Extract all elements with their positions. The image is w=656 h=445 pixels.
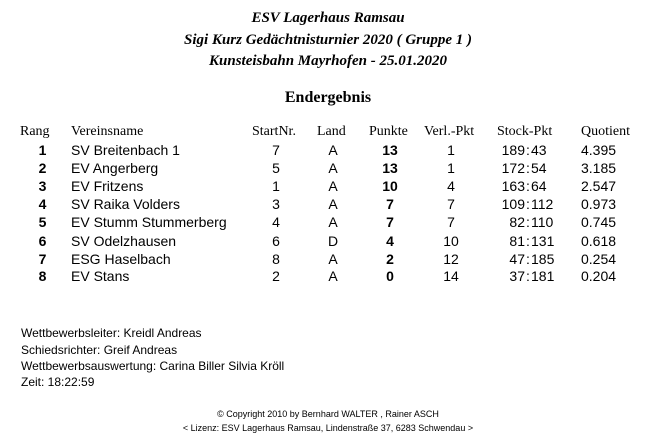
points: 0 <box>386 268 394 284</box>
points: 7 <box>386 214 394 230</box>
organizer-title: ESV Lagerhaus Ramsau <box>251 10 405 26</box>
start-number: 7 <box>272 142 280 158</box>
stock-separator: : <box>526 233 530 249</box>
table-row <box>0 213 656 231</box>
stock-separator: : <box>526 268 530 284</box>
country: A <box>328 142 338 158</box>
stock-against: 54 <box>531 160 547 176</box>
copyright: © Copyright 2010 by Bernhard WALTER , Rainer ASCH <box>217 409 439 419</box>
table-row <box>0 232 656 250</box>
quotient: 0.973 <box>581 196 617 212</box>
rank: 5 <box>38 214 47 230</box>
header-stock-pkt: Stock-Pkt <box>497 124 553 139</box>
country: A <box>328 160 338 176</box>
table-row <box>0 195 656 213</box>
club-name: ESG Haselbach <box>71 251 171 267</box>
rank: 3 <box>38 178 47 194</box>
license: < Lizenz: ESV Lagerhaus Ramsau, Lindenstraße 37, 6283 Schwendau > <box>182 423 474 433</box>
rank: 4 <box>38 196 47 212</box>
country: D <box>327 233 339 249</box>
header-quotient: Quotient <box>581 124 630 139</box>
rank: 7 <box>38 251 47 267</box>
country: A <box>328 268 338 284</box>
stock-for: 172 <box>501 160 525 176</box>
table-row <box>0 159 656 177</box>
points: 13 <box>382 160 398 176</box>
stock-against: 181 <box>531 268 555 284</box>
country: A <box>328 251 338 267</box>
club-name: SV Breitenbach 1 <box>71 142 180 158</box>
table-row <box>0 267 656 285</box>
club-name: SV Raika Volders <box>71 196 180 212</box>
start-number: 5 <box>272 160 280 176</box>
header-land: Land <box>317 124 346 139</box>
stock-separator: : <box>526 214 530 230</box>
stock-against: 112 <box>531 196 554 212</box>
venue-date: Kunsteisbahn Mayrhofen - 25.01.2020 <box>209 53 447 69</box>
lost-points: 1 <box>447 160 455 176</box>
result-heading: Endergebnis <box>284 89 372 106</box>
lost-points: 7 <box>447 196 455 212</box>
points: 10 <box>382 178 398 194</box>
lost-points: 10 <box>443 233 459 249</box>
club-name: EV Stumm Stummerberg <box>71 214 227 230</box>
stock-separator: : <box>526 178 530 194</box>
stock-against: 43 <box>531 142 547 158</box>
table-row <box>0 250 656 268</box>
lost-points: 12 <box>443 251 459 267</box>
stock-against: 110 <box>531 214 554 230</box>
competition-evaluation: Wettbewerbsauswertung: Carina Biller Silvia Kröll <box>21 359 285 373</box>
points: 2 <box>386 251 394 267</box>
stock-separator: : <box>526 196 530 212</box>
country: A <box>328 196 338 212</box>
lost-points: 4 <box>447 178 455 194</box>
quotient: 0.745 <box>581 214 617 230</box>
stock-separator: : <box>526 142 530 158</box>
points: 13 <box>382 142 398 158</box>
header-vereinsname: Vereinsname <box>71 124 144 139</box>
header-verl-pkt: Verl.-Pkt <box>424 124 475 139</box>
stock-for: 163 <box>501 178 525 194</box>
start-number: 2 <box>272 268 280 284</box>
stock-against: 185 <box>531 251 555 267</box>
stock-for: 189 <box>501 142 525 158</box>
tournament-title: Sigi Kurz Gedächtnisturnier 2020 ( Gruppe 1 ) <box>184 32 472 48</box>
club-name: SV Odelzhausen <box>71 233 177 249</box>
start-number: 6 <box>272 233 280 249</box>
header-rang: Rang <box>20 124 50 139</box>
points: 4 <box>386 233 394 249</box>
stock-for: 47 <box>509 251 525 267</box>
rank: 6 <box>38 233 47 249</box>
club-name: EV Angerberg <box>71 160 159 176</box>
points: 7 <box>386 196 394 212</box>
stock-separator: : <box>526 251 530 267</box>
stock-for: 109 <box>501 196 525 212</box>
header-punkte: Punkte <box>369 124 408 139</box>
stock-for: 37 <box>509 268 525 284</box>
quotient: 3.185 <box>581 160 617 176</box>
country: A <box>328 178 338 194</box>
club-name: EV Stans <box>71 268 130 284</box>
stock-separator: : <box>526 160 530 176</box>
quotient: 0.254 <box>581 251 617 267</box>
competition-director: Wettbewerbsleiter: Kreidl Andreas <box>21 326 202 340</box>
rank: 2 <box>38 160 47 176</box>
referee: Schiedsrichter: Greif Andreas <box>21 343 178 357</box>
start-number: 1 <box>272 178 280 194</box>
start-number: 3 <box>272 196 280 212</box>
club-name: EV Fritzens <box>71 178 144 194</box>
lost-points: 7 <box>447 214 455 230</box>
stock-for: 81 <box>509 233 525 249</box>
quotient: 4.395 <box>581 142 617 158</box>
quotient: 0.618 <box>581 233 617 249</box>
rank: 1 <box>38 142 47 158</box>
quotient: 0.204 <box>581 268 617 284</box>
quotient: 2.547 <box>581 178 617 194</box>
lost-points: 14 <box>443 268 459 284</box>
rank: 8 <box>38 268 47 284</box>
table-row <box>0 141 656 159</box>
start-number: 8 <box>272 251 280 267</box>
stock-against: 131 <box>531 233 555 249</box>
time: Zeit: 18:22:59 <box>21 375 95 389</box>
start-number: 4 <box>272 214 280 230</box>
country: A <box>328 214 338 230</box>
header-startnr: StartNr. <box>252 124 296 139</box>
stock-for: 82 <box>509 214 525 230</box>
table-row <box>0 177 656 195</box>
stock-against: 64 <box>531 178 547 194</box>
lost-points: 1 <box>447 142 455 158</box>
